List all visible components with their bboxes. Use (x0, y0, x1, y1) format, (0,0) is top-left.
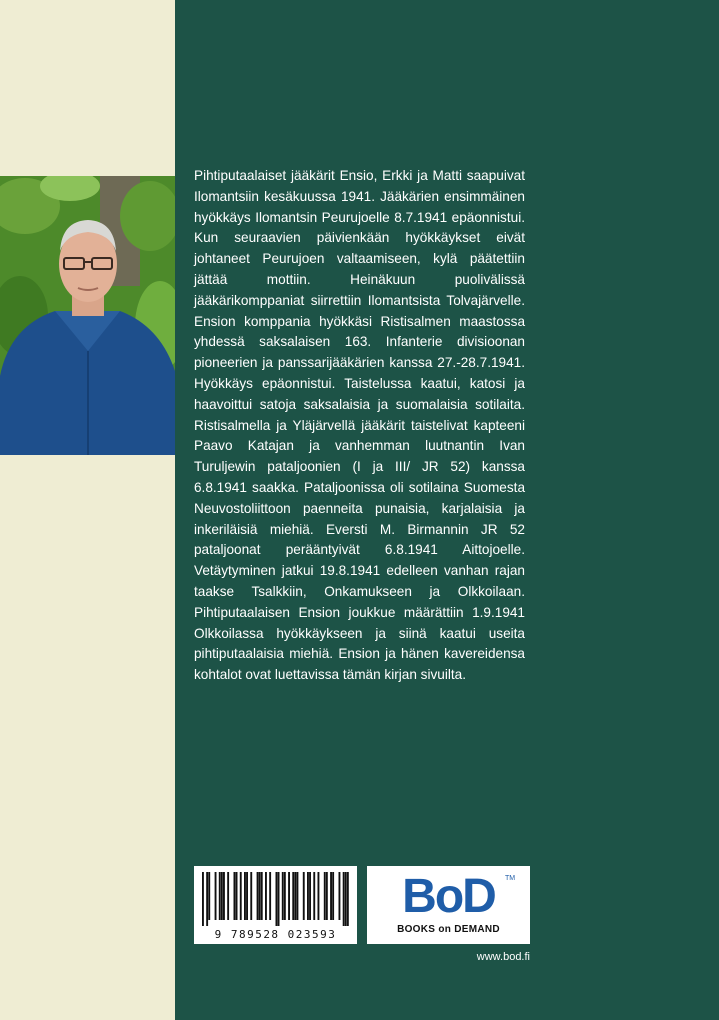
publisher-logo-box (367, 866, 530, 944)
barcode-bar (240, 872, 242, 920)
publisher-tagline: BOOKS on DEMAND (397, 924, 500, 935)
barcode-bar (259, 872, 261, 920)
barcode-bar (332, 872, 334, 920)
barcode-bar (307, 872, 309, 920)
barcode-bar (265, 872, 267, 920)
trademark-mark: TM (505, 875, 516, 882)
barcode-bar (313, 872, 315, 920)
back-cover-blurb: Pihtiputaalaiset jääkärit Ensio, Erkki ja Matti saapuivat Ilomantsiin kesäkuussa 1941. Jääkärien ensimmäinen hyökkäys Ilomantsin Peurujoelle 8.7.1941 epäonnistui. Kun seuraavien päivienkään hyökkäykset eivät johtaneet Peurujoen valtaamiseen, kylä päätettiin jättää mottiin. Heinäkuun puolivälissä jääkärikomppaniat siirrettiin Ilomantsista Tolvajärvelle. Ension komppania hyökkäsi Ristisalmen maastossa yhdessä saksalaisen 163. Infanterie divisioonan pioneerien ja panssarijääkärien kanssa 27.-28.7.1941. Hyökkäys epäonnistui. Taistelussa kaatui, katosi ja haavoittui satoja saksalaisia ja suomalaisia sotilaita. Ristisalmella ja Yläjärvellä jääkärit taistelivat kapteeni Paavo Katajan ja vanhemman luutnantin Ivan Turuljewin pataljoonien (I ja III/ JR 52) kanssa 6.8.1941 saakka. Pataljoonissa oli sotilaina Suomesta Neuvostoliittoon paenneita punaisia, karjalaisia ja inkeriläisiä miehiä. Eversti M. Birmannin JR 52 pataljoonat perääntyivät 6.8.1941 Aittojoelle. Vetäytyminen jatkui 19.8.1941 edelleen vanhan rajan taakse Tsalkkiin, Onkamukseen ja Olkkoilaan. Pihtiputaalaisen Ension joukkue määrättiin 1.9.1941 Olkkoilassa hyökkäykseen ja siinä kaatui useita pihtiputaalaisia miehiä. Ension ja hänen kavereidensa kohtalot ovat luettavissa tämän kirjan sivuilta. (194, 168, 525, 683)
barcode-bar (208, 872, 210, 920)
barcode-bar (261, 872, 263, 920)
barcode-bar (294, 872, 296, 920)
barcode-bar (292, 872, 294, 920)
barcode-bar (326, 872, 328, 920)
barcode-bar (309, 872, 311, 920)
barcode-bar (250, 872, 252, 920)
author-photo-illustration (0, 176, 175, 455)
barcode-bar (282, 872, 284, 920)
barcode-bar (244, 872, 246, 920)
barcode-bar (206, 872, 208, 926)
author-photo (0, 176, 175, 455)
barcode-bar (324, 872, 326, 920)
barcode-bar (236, 872, 238, 920)
barcode-bar (227, 872, 229, 920)
barcode-bar (330, 872, 332, 920)
barcode-bar (345, 872, 347, 926)
barcode-bar (221, 872, 223, 920)
barcode-bar (343, 872, 345, 926)
barcode-bar (347, 872, 349, 926)
barcode-bar (276, 872, 278, 926)
publisher-url: www.bod.fi (476, 951, 530, 963)
barcode-bar (303, 872, 305, 920)
barcode-bar (318, 872, 320, 920)
barcode-bar (246, 872, 248, 920)
bod-logo: BoD (402, 870, 495, 923)
barcode-bar (234, 872, 236, 920)
barcode-bar (219, 872, 221, 920)
barcode-bar (278, 872, 280, 926)
barcode-bar (215, 872, 217, 920)
barcode-bar (339, 872, 341, 920)
isbn-number: 9 789528 023593 (214, 928, 337, 941)
isbn-barcode (194, 866, 357, 944)
barcode-bar (269, 872, 271, 920)
barcode-bar (284, 872, 286, 920)
barcode-bars (194, 866, 357, 926)
barcode-bar (202, 872, 204, 926)
barcode-bar (297, 872, 299, 920)
barcode-bar (257, 872, 259, 920)
barcode-bar (288, 872, 290, 920)
left-cream-strip (0, 0, 175, 1020)
barcode-bar (223, 872, 225, 920)
